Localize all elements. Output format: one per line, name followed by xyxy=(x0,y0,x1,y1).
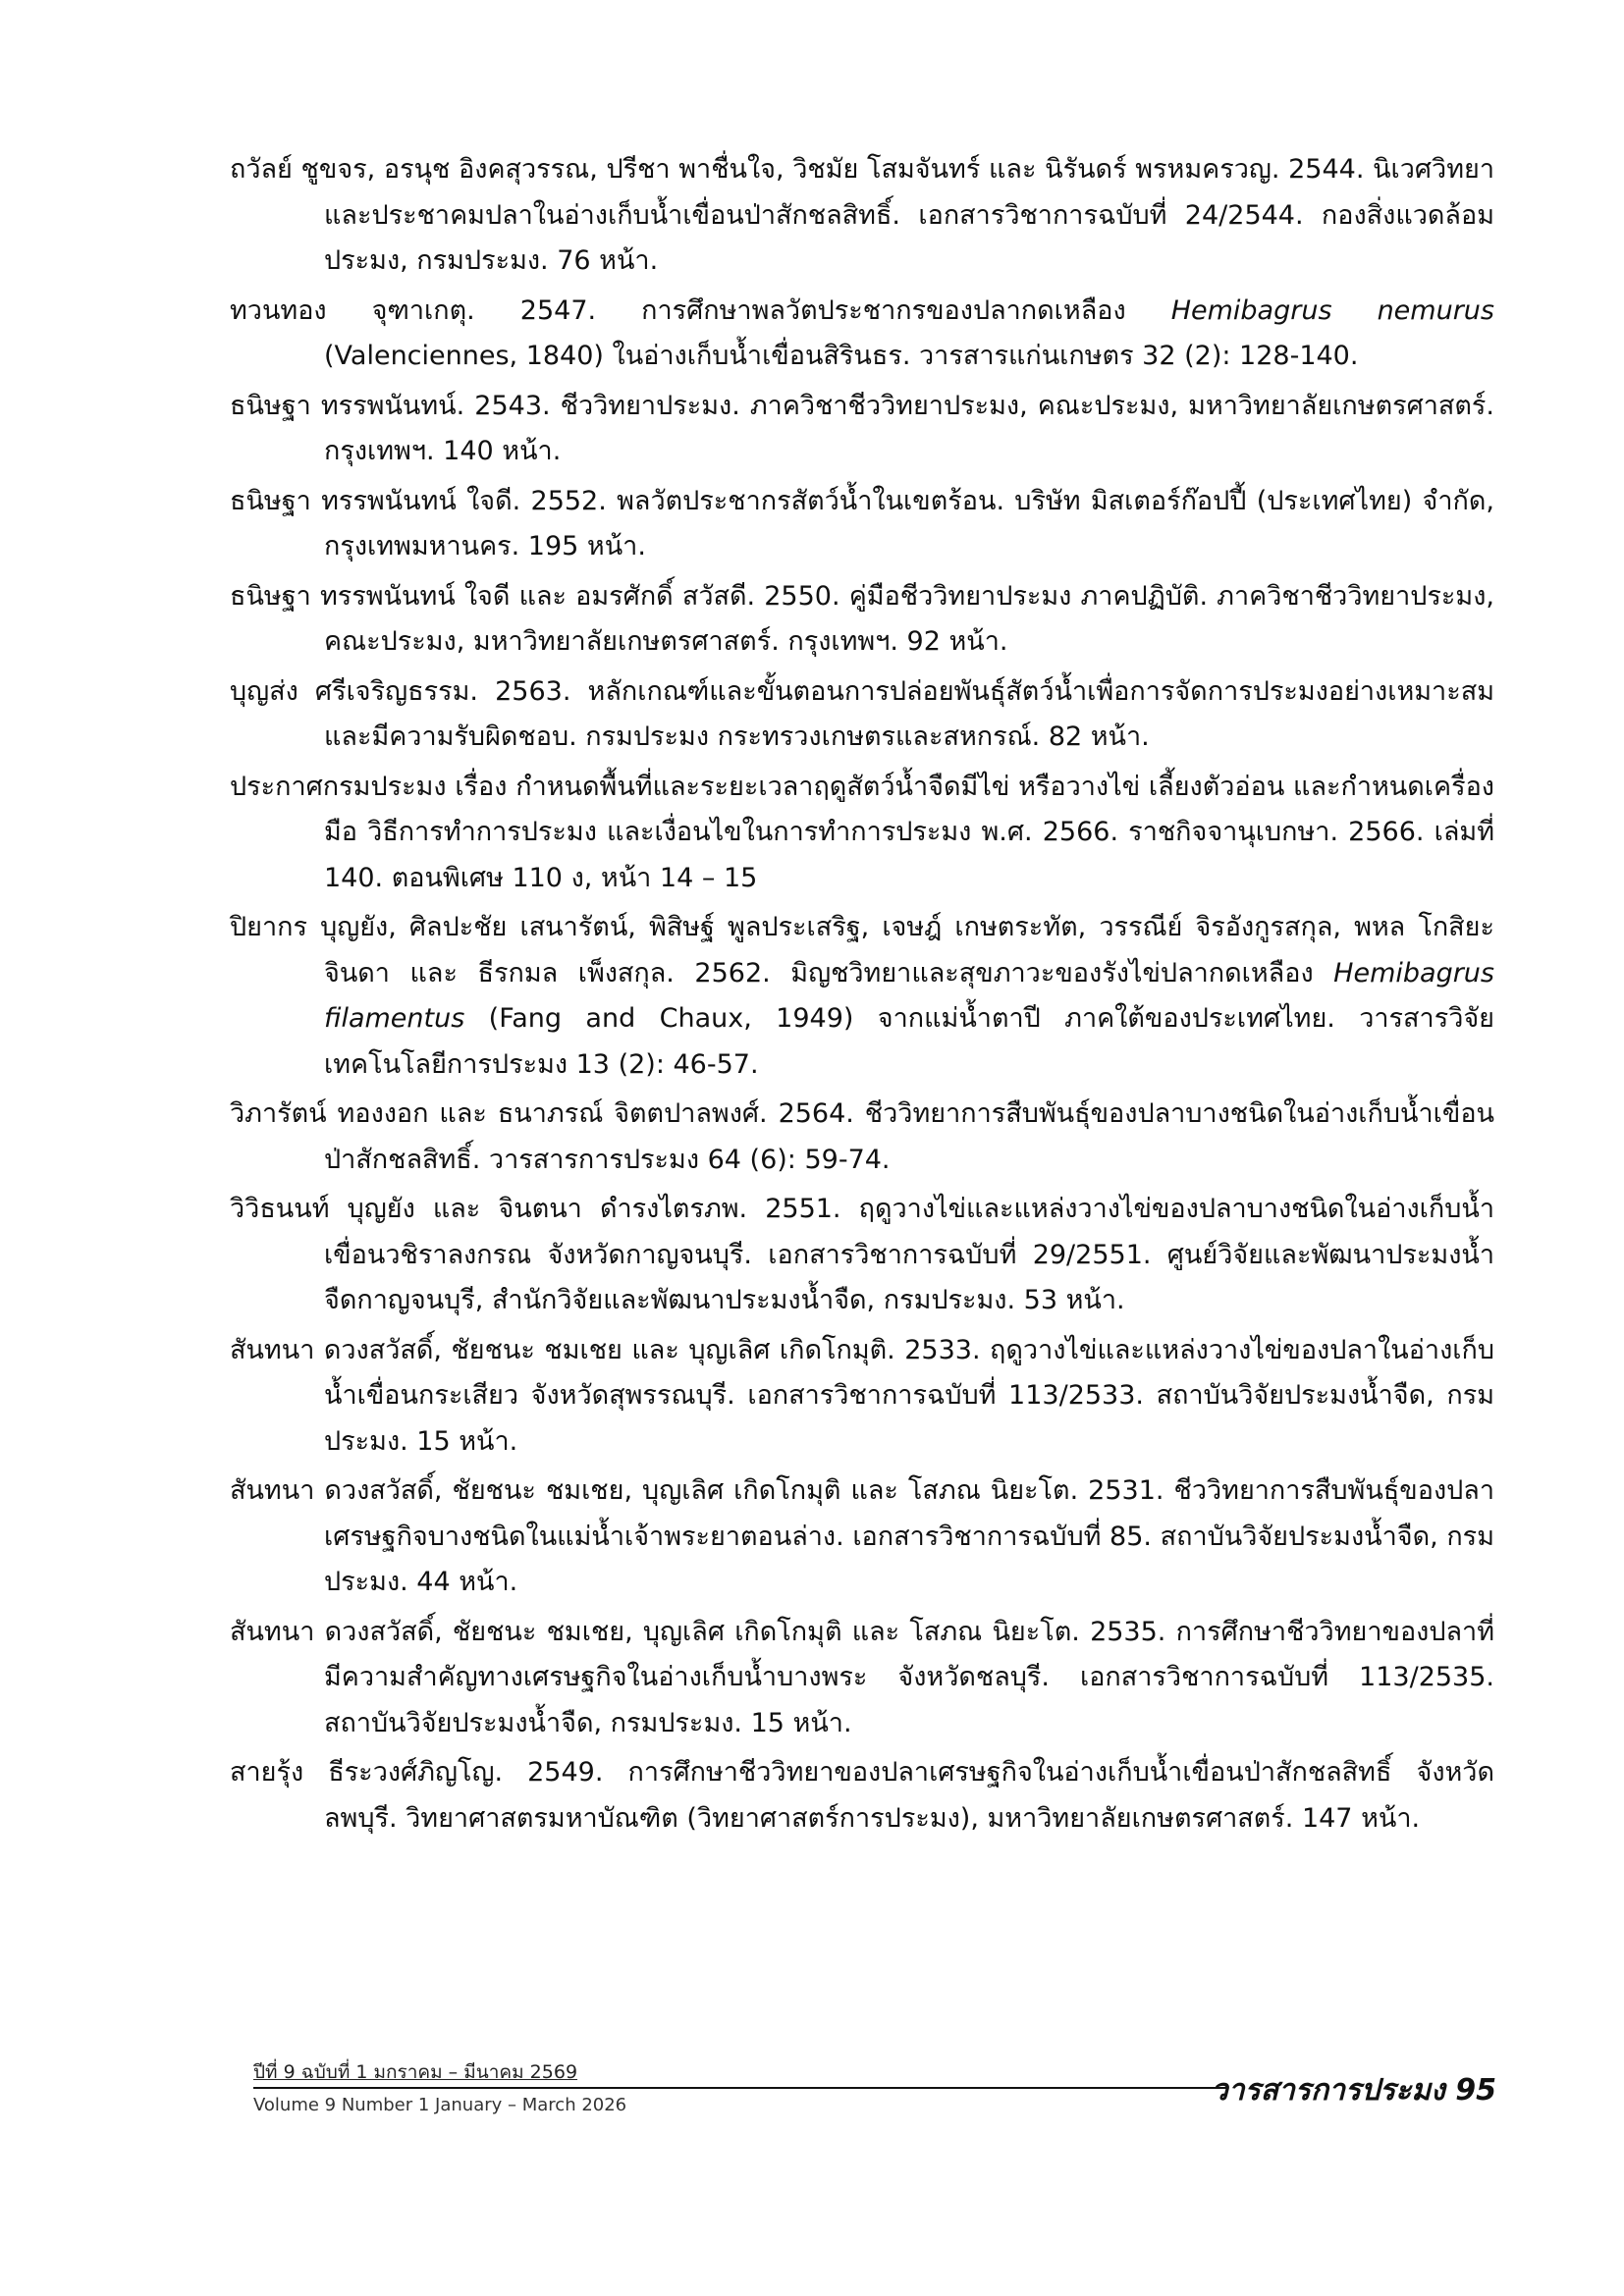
reference-list xyxy=(230,147,1494,1845)
reference-entry xyxy=(230,479,1494,570)
reference-entry xyxy=(230,289,1494,380)
reference-entry xyxy=(230,1187,1494,1324)
reference-text: ปิยากร บุญยัง, ศิลปะชัย เสนารัตน์, พิสิษฐ์ พูลประเสริฐ, เจษฎ์ เกษตระทัต, วรรณีย์ จิรอังกูรสกุล, พหล โกสิยะจินดา และ ธีรกมล เพ็งสกุล. 2562. มิญชวิทยาและสุขภาวะของรังไข่ปลากดเหลือง xyxy=(230,912,1494,988)
reference-text: ธนิษฐา ทรรพนันทน์. 2543. ชีววิทยาประมง. ภาควิชาชีววิทยาประมง, คณะประมง, มหาวิทยาลัยเกษตรศาสตร์. กรุงเทพฯ. 140 หน้า. xyxy=(230,390,1494,466)
reference-text: บุญส่ง ศรีเจริญธรรม. 2563. หลักเกณฑ์และขั้นตอนการปล่อยพันธุ์สัตว์น้ำเพื่อการจัดการประมงอย่างเหมาะสมและมีความรับผิดชอบ. กรมประมง กระทรวงเกษตรและสหกรณ์. 82 หน้า. xyxy=(230,675,1494,752)
reference-text: สันทนา ดวงสวัสดิ์, ชัยชนะ ชมเชย, บุญเลิศ เกิดโกมุติ และ โสภณ นิยะโต. 2535. การศึกษาชีววิทยาของปลาที่มีความสำคัญทางเศรษฐกิจในอ่างเก็บน้ำบางพระ จังหวัดชลบุรี. เอกสารวิชาการฉบับที่ 113/2535. สถาบันวิจัยประมงน้ำจืด, กรมประมง. 15 หน้า. xyxy=(230,1616,1494,1738)
species-name: Hemibagrus nemurus xyxy=(1170,294,1494,326)
footer-issue-thai: ปีที่ 9 ฉบับที่ 1 มกราคม – มีนาคม 2569 xyxy=(253,2061,578,2083)
reference-text: ประกาศกรมประมง เรื่อง กำหนดพื้นที่และระยะเวลาฤดูสัตว์น้ำจืดมีไข่ หรือวางไข่ เลี้ยงตัวอ่อน และกำหนดเครื่องมือ วิธีการทำการประมง และเงื่อนไขในการทำการประมง พ.ศ. 2566. ราชกิจจานุเบกษา. 2566. เล่มที่ 140. ตอนพิเศษ 110 ง, หน้า 14 – 15 xyxy=(230,771,1494,893)
reference-text: ธนิษฐา ทรรพนันทน์ ใจดี. 2552. พลวัตประชากรสัตว์น้ำในเขตร้อน. บริษัท มิสเตอร์ก๊อปปี้ (ประเทศไทย) จำกัด, กรุงเทพมหานคร. 195 หน้า. xyxy=(230,485,1494,561)
reference-entry xyxy=(230,1328,1494,1466)
reference-text: ถวัลย์ ชูขจร, อรนุช อิงคสุวรรณ, ปรีชา พาชื่นใจ, วิชมัย โสมจันทร์ และ นิรันดร์ พรหมครวญ. 2544. นิเวศวิทยาและประชาคมปลาในอ่างเก็บน้ำเขื่อนป่าสักชลสิทธิ์. เอกสารวิชาการฉบับที่ 24/2544. กองสิ่งแวดล้อมประมง, กรมประมง. 76 หน้า. xyxy=(230,154,1494,276)
reference-entry xyxy=(230,147,1494,285)
reference-entry xyxy=(230,384,1494,475)
reference-entry xyxy=(230,1610,1494,1747)
reference-text: สันทนา ดวงสวัสดิ์, ชัยชนะ ชมเชย และ บุญเลิศ เกิดโกมุติ. 2533. ฤดูวางไข่และแหล่งวางไข่ของปลาในอ่างเก็บน้ำเขื่อนกระเสียว จังหวัดสุพรรณบุรี. เอกสารวิชาการฉบับที่ 113/2533. สถาบันวิจัยประมงน้ำจืด, กรมประมง. 15 หน้า. xyxy=(230,1334,1494,1457)
reference-entry xyxy=(230,1092,1494,1183)
footer-divider xyxy=(253,2087,1227,2089)
reference-entry xyxy=(230,905,1494,1088)
reference-entry xyxy=(230,1468,1494,1606)
footer-journal-page: วารสารการประมง 95 xyxy=(1211,2073,1496,2108)
reference-text: (Fang and Chaux, 1949) จากแม่น้ำตาปี ภาคใต้ของประเทศไทย. วารสารวิจัยเทคโนโลยีการประมง 13 (2): 46-57. xyxy=(324,1003,1494,1080)
reference-text: สันทนา ดวงสวัสดิ์, ชัยชนะ ชมเชย, บุญเลิศ เกิดโกมุติ และ โสภณ นิยะโต. 2531. ชีววิทยาการสืบพันธุ์ของปลาเศรษฐกิจบางชนิดในแม่น้ำเจ้าพระยาตอนล่าง. เอกสารวิชาการฉบับที่ 85. สถาบันวิจัยประมงน้ำจืด, กรมประมง. 44 หน้า. xyxy=(230,1475,1494,1597)
reference-entry xyxy=(230,574,1494,666)
reference-text: (Valenciennes, 1840) ในอ่างเก็บน้ำเขื่อนสิรินธร. วารสารแก่นเกษตร 32 (2): 128-140. xyxy=(324,341,1359,371)
reference-entry xyxy=(230,669,1494,761)
reference-text: ทวนทอง จุฑาเกตุ. 2547. การศึกษาพลวัตประชากรของปลากดเหลือง xyxy=(230,294,1171,326)
reference-entry xyxy=(230,1750,1494,1842)
footer-issue-english: Volume 9 Number 1 January – March 2026 xyxy=(253,2095,627,2115)
reference-text: สายรุ้ง ธีระวงศ์ภิญโญ. 2549. การศึกษาชีววิทยาของปลาเศรษฐกิจในอ่างเก็บน้ำเขื่อนป่าสักชลสิทธิ์ จังหวัดลพบุรี. วิทยาศาสตรมหาบัณฑิต (วิทยาศาสตร์การประมง), มหาวิทยาลัยเกษตรศาสตร์. 147 หน้า. xyxy=(230,1757,1494,1834)
reference-text: วิวิธนนท์ บุญยัง และ จินตนา ดำรงไตรภพ. 2551. ฤดูวางไข่และแหล่งวางไข่ของปลาบางชนิดในอ่างเก็บน้ำเขื่อนวชิราลงกรณ จังหวัดกาญจนบุรี. เอกสารวิชาการฉบับที่ 29/2551. ศูนย์วิจัยและพัฒนาประมงน้ำจืดกาญจนบุรี, สำนักวิจัยและพัฒนาประมงน้ำจืด, กรมประมง. 53 หน้า. xyxy=(230,1194,1494,1315)
species-name: Hemibagrus filamentus xyxy=(324,957,1494,1034)
reference-entry xyxy=(230,765,1494,902)
reference-text: ธนิษฐา ทรรพนันทน์ ใจดี และ อมรศักดิ์ สวัสดี. 2550. คู่มือชีววิทยาประมง ภาคปฏิบัติ. ภาควิชาชีววิทยาประมง, คณะประมง, มหาวิทยาลัยเกษตรศาสตร์. กรุงเทพฯ. 92 หน้า. xyxy=(230,580,1494,657)
reference-text: วิภารัตน์ ทองงอก และ ธนาภรณ์ จิตตปาลพงศ์. 2564. ชีววิทยาการสืบพันธุ์ของปลาบางชนิดในอ่างเก็บน้ำเขื่อนป่าสักชลสิทธิ์. วารสารการประมง 64 (6): 59-74. xyxy=(230,1098,1494,1175)
